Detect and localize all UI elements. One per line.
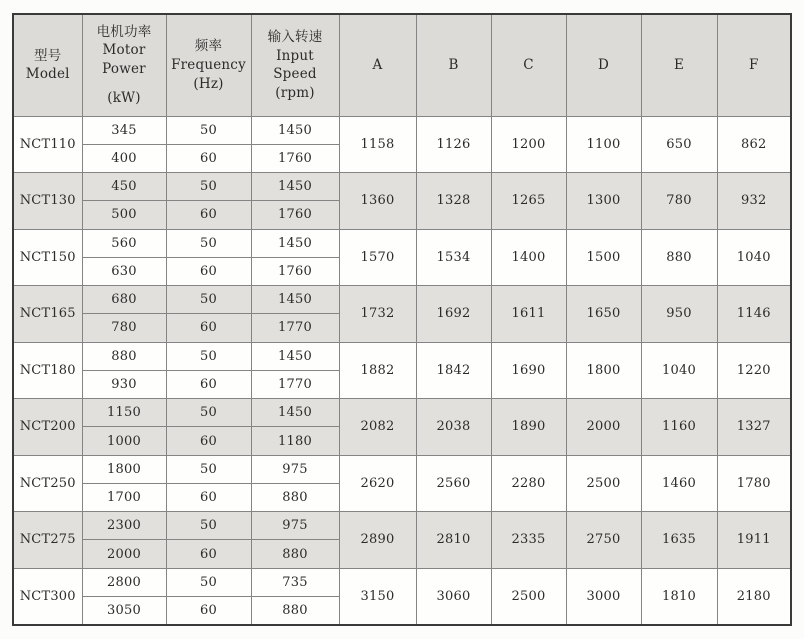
dim-c-cell: 1200: [491, 116, 566, 173]
speed-cell: 880: [251, 483, 339, 511]
model-cell: NCT150: [13, 229, 82, 286]
model-cell: NCT300: [13, 568, 82, 625]
dim-c-cell: 1690: [491, 342, 566, 399]
frequency-cell: 60: [166, 483, 251, 511]
frequency-cell: 60: [166, 427, 251, 455]
dim-d-cell: 2750: [566, 512, 641, 569]
col-header-dim-b: B: [416, 14, 491, 116]
table-row-variant-50hz: [13, 455, 791, 483]
frequency-cell: 60: [166, 597, 251, 625]
table-row-variant-50hz: [13, 399, 791, 427]
header-power-cn: 电机功率: [96, 23, 152, 40]
power-cell: 1700: [82, 483, 166, 511]
dim-e-cell: 950: [641, 286, 717, 343]
speed-cell: 1450: [251, 116, 339, 144]
frequency-cell: 60: [166, 257, 251, 285]
frequency-cell: 60: [166, 201, 251, 229]
frequency-cell: 50: [166, 455, 251, 483]
dim-d-cell: 1800: [566, 342, 641, 399]
header-model-cn: 型号: [34, 47, 62, 64]
speed-cell: 880: [251, 597, 339, 625]
model-cell: NCT165: [13, 286, 82, 343]
dim-d-cell: 2500: [566, 455, 641, 512]
power-cell: 1000: [82, 427, 166, 455]
col-header-frequency: [166, 14, 251, 116]
dim-f-cell: 2180: [717, 568, 791, 625]
frequency-cell: 50: [166, 229, 251, 257]
dim-c-cell: 1611: [491, 286, 566, 343]
dim-c-cell: 2280: [491, 455, 566, 512]
model-cell: NCT180: [13, 342, 82, 399]
dim-f-cell: 1780: [717, 455, 791, 512]
dim-b-cell: 1534: [416, 229, 491, 286]
dim-d-cell: 1300: [566, 173, 641, 230]
power-cell: 630: [82, 257, 166, 285]
col-header-dim-e: E: [641, 14, 717, 116]
dim-b-cell: 2810: [416, 512, 491, 569]
dim-f-cell: 1146: [717, 286, 791, 343]
dim-c-cell: 1890: [491, 399, 566, 456]
speed-cell: 1770: [251, 370, 339, 398]
dim-b-cell: 2560: [416, 455, 491, 512]
table-row-variant-50hz: [13, 342, 791, 370]
dim-a-cell: 3150: [339, 568, 416, 625]
table-row-variant-50hz: [13, 286, 791, 314]
dim-a-cell: 1732: [339, 286, 416, 343]
col-header-model: [13, 14, 82, 116]
speed-cell: 975: [251, 455, 339, 483]
frequency-cell: 50: [166, 342, 251, 370]
speed-cell: 1450: [251, 342, 339, 370]
frequency-cell: 50: [166, 399, 251, 427]
header-speed-cn: 输入转速: [267, 29, 323, 45]
speed-cell: 1450: [251, 173, 339, 201]
header-power-unit: (kW): [107, 90, 141, 107]
header-speed-unit: (rpm): [275, 84, 315, 101]
col-header-input-speed: [251, 14, 339, 116]
table-row-variant-50hz: [13, 116, 791, 144]
power-cell: 930: [82, 370, 166, 398]
col-header-dim-a: A: [339, 14, 416, 116]
model-cell: NCT110: [13, 116, 82, 173]
speed-cell: 735: [251, 568, 339, 596]
frequency-cell: 60: [166, 370, 251, 398]
speed-cell: 1760: [251, 257, 339, 285]
power-cell: 3050: [82, 597, 166, 625]
dim-d-cell: 2000: [566, 399, 641, 456]
dim-e-cell: 1160: [641, 399, 717, 456]
power-cell: 560: [82, 229, 166, 257]
dim-b-cell: 1692: [416, 286, 491, 343]
dim-e-cell: 780: [641, 173, 717, 230]
power-cell: 2000: [82, 540, 166, 568]
header-speed-en1: Input: [276, 47, 314, 64]
motor-spec-table: [12, 13, 792, 626]
dim-c-cell: 1265: [491, 173, 566, 230]
power-cell: 2800: [82, 568, 166, 596]
dim-b-cell: 1328: [416, 173, 491, 230]
header-row: [13, 14, 791, 116]
dim-d-cell: 1100: [566, 116, 641, 173]
frequency-cell: 60: [166, 540, 251, 568]
power-cell: 780: [82, 314, 166, 342]
dim-f-cell: 862: [717, 116, 791, 173]
speed-cell: 1450: [251, 229, 339, 257]
dim-a-cell: 1570: [339, 229, 416, 286]
col-header-dim-f: F: [717, 14, 791, 116]
dim-f-cell: 1327: [717, 399, 791, 456]
dim-e-cell: 1810: [641, 568, 717, 625]
header-speed-en2: Speed: [273, 66, 317, 83]
speed-cell: 880: [251, 540, 339, 568]
dim-e-cell: 650: [641, 116, 717, 173]
table-header: [13, 14, 791, 116]
dim-f-cell: 1220: [717, 342, 791, 399]
frequency-cell: 50: [166, 116, 251, 144]
dim-f-cell: 1911: [717, 512, 791, 569]
col-header-dim-d: D: [566, 14, 641, 116]
dim-a-cell: 1158: [339, 116, 416, 173]
dim-f-cell: 1040: [717, 229, 791, 286]
power-cell: 680: [82, 286, 166, 314]
dim-f-cell: 932: [717, 173, 791, 230]
speed-cell: 1180: [251, 427, 339, 455]
model-cell: NCT200: [13, 399, 82, 456]
frequency-cell: 50: [166, 286, 251, 314]
power-cell: 1800: [82, 455, 166, 483]
table-row-variant-50hz: [13, 512, 791, 540]
speed-cell: 1760: [251, 201, 339, 229]
model-cell: NCT250: [13, 455, 82, 512]
header-power-en1: Motor: [102, 42, 146, 59]
dim-a-cell: 2890: [339, 512, 416, 569]
power-cell: 2300: [82, 512, 166, 540]
table-body: [13, 116, 791, 625]
dim-d-cell: 1500: [566, 229, 641, 286]
dim-a-cell: 1882: [339, 342, 416, 399]
frequency-cell: 60: [166, 144, 251, 172]
header-power-en2: Power: [102, 60, 146, 77]
dim-b-cell: 3060: [416, 568, 491, 625]
dim-b-cell: 1126: [416, 116, 491, 173]
speed-cell: 1450: [251, 399, 339, 427]
speed-cell: 1770: [251, 314, 339, 342]
frequency-cell: 50: [166, 568, 251, 596]
table-row-variant-50hz: [13, 568, 791, 596]
frequency-cell: 50: [166, 512, 251, 540]
power-cell: 500: [82, 201, 166, 229]
speed-cell: 1760: [251, 144, 339, 172]
dim-c-cell: 1400: [491, 229, 566, 286]
speed-cell: 1450: [251, 286, 339, 314]
dim-a-cell: 2082: [339, 399, 416, 456]
dim-e-cell: 1040: [641, 342, 717, 399]
col-header-dim-c: C: [491, 14, 566, 116]
frequency-cell: 60: [166, 314, 251, 342]
power-cell: 880: [82, 342, 166, 370]
power-cell: 450: [82, 173, 166, 201]
table-row-variant-50hz: [13, 229, 791, 257]
dim-d-cell: 3000: [566, 568, 641, 625]
power-cell: 345: [82, 116, 166, 144]
dim-e-cell: 1460: [641, 455, 717, 512]
dim-a-cell: 1360: [339, 173, 416, 230]
dim-a-cell: 2620: [339, 455, 416, 512]
header-model-en: Model: [25, 66, 70, 83]
power-cell: 400: [82, 144, 166, 172]
speed-cell: 975: [251, 512, 339, 540]
dim-c-cell: 2335: [491, 512, 566, 569]
dim-e-cell: 880: [641, 229, 717, 286]
header-frequency-cn: 频率: [194, 38, 223, 55]
power-cell: 1150: [82, 399, 166, 427]
frequency-cell: 50: [166, 173, 251, 201]
dim-e-cell: 1635: [641, 512, 717, 569]
model-cell: NCT275: [13, 512, 82, 569]
dim-d-cell: 1650: [566, 286, 641, 343]
col-header-power: [82, 14, 166, 116]
dim-b-cell: 2038: [416, 399, 491, 456]
table-row-variant-50hz: [13, 173, 791, 201]
header-frequency-en: Frequency: [171, 56, 246, 73]
header-frequency-unit: (Hz): [193, 75, 224, 92]
model-cell: NCT130: [13, 173, 82, 230]
dim-b-cell: 1842: [416, 342, 491, 399]
dim-c-cell: 2500: [491, 568, 566, 625]
